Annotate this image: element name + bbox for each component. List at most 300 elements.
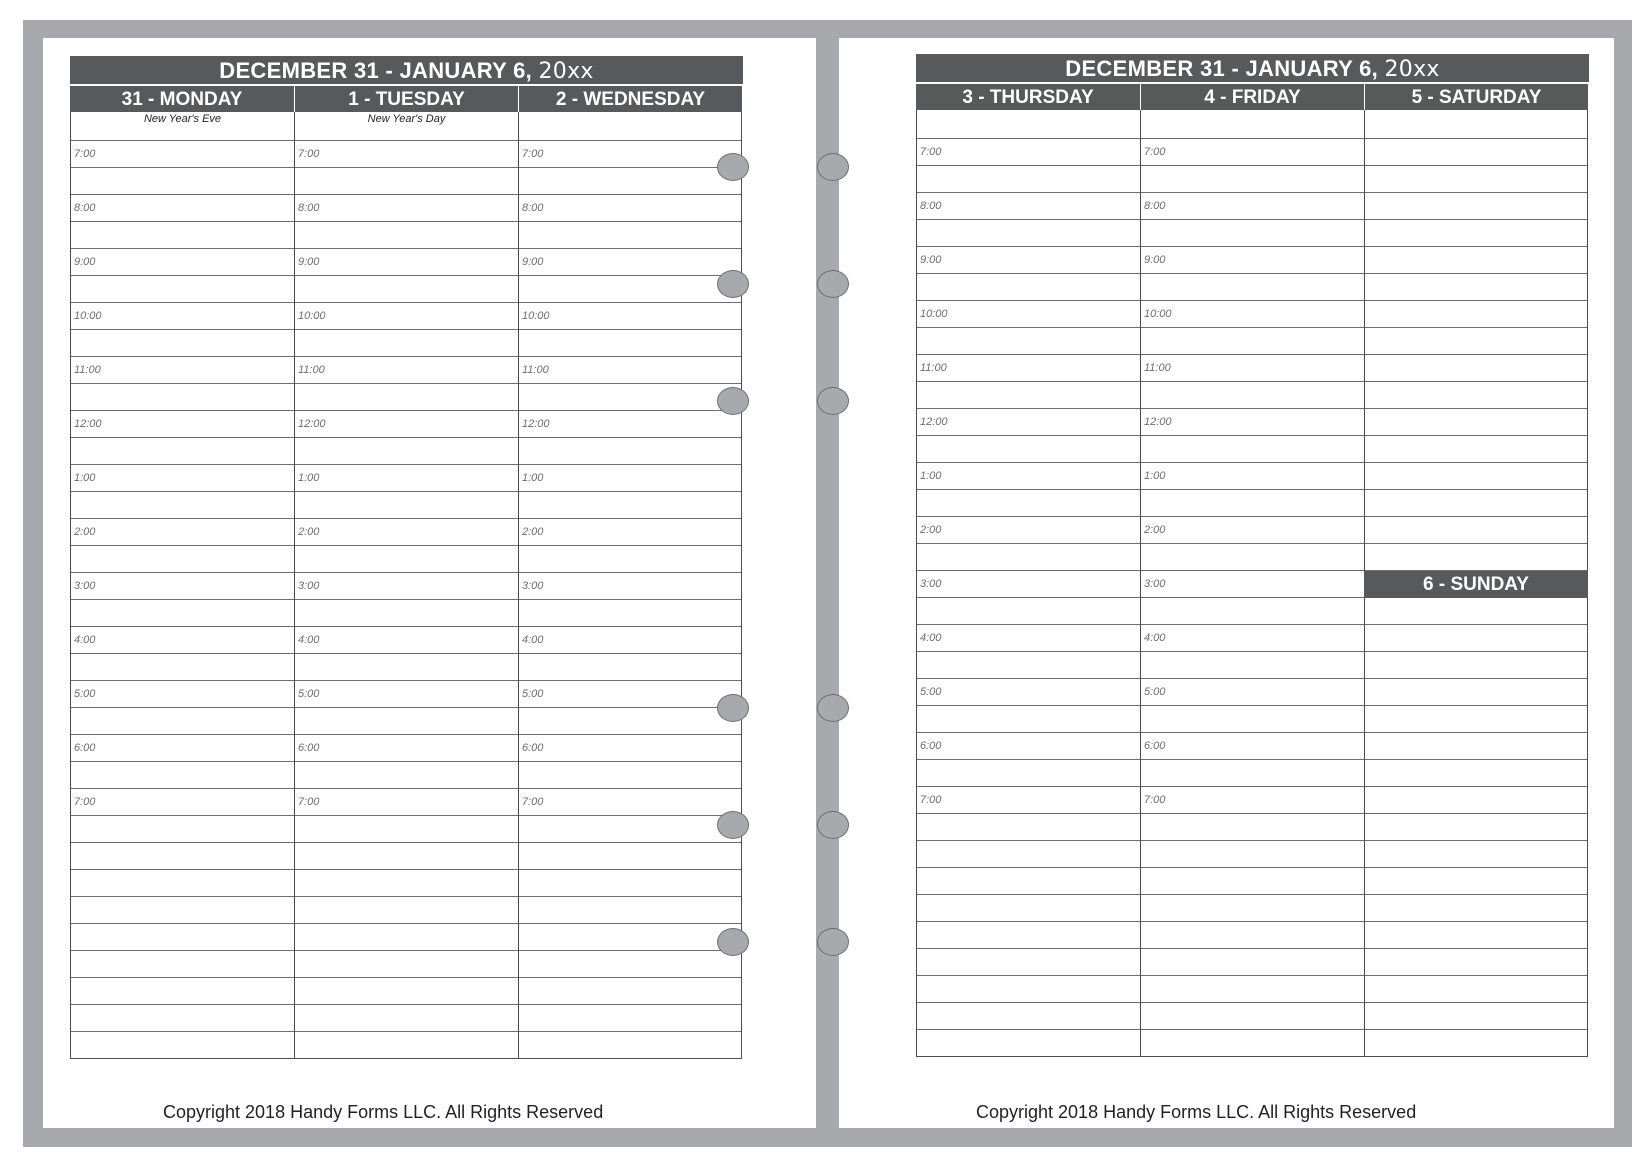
time-slot[interactable] [519, 141, 741, 168]
time-label: 11:00 [298, 364, 325, 376]
time-label: 3:00 [298, 580, 320, 592]
time-slot[interactable] [1141, 598, 1364, 625]
time-label: 3:00 [74, 580, 96, 592]
time-slot[interactable] [1141, 922, 1364, 949]
time-slot[interactable] [519, 411, 741, 438]
time-slot[interactable] [71, 195, 294, 222]
time-slot[interactable] [295, 978, 518, 1005]
time-slot[interactable] [71, 681, 294, 708]
right-title: DECEMBER 31 - JANUARY 6, [1065, 56, 1385, 81]
time-slot[interactable] [1365, 949, 1587, 976]
time-slot[interactable] [295, 411, 518, 438]
time-slot[interactable] [917, 679, 1140, 706]
time-slot[interactable] [1141, 814, 1364, 841]
time-label: 3:00 [1144, 578, 1166, 590]
time-slot[interactable] [71, 411, 294, 438]
time-slot[interactable] [519, 978, 741, 1005]
left-page [43, 38, 816, 1128]
time-label: 7:00 [298, 148, 320, 160]
time-label: 7:00 [74, 796, 96, 808]
time-slot[interactable] [1141, 355, 1364, 382]
time-slot[interactable] [519, 681, 741, 708]
time-label: 10:00 [298, 310, 326, 322]
time-slot[interactable] [1141, 868, 1364, 895]
time-slot[interactable] [1141, 247, 1364, 274]
left-planner [70, 56, 743, 1059]
day-note: New Year's Eve [143, 113, 222, 125]
time-label: 4:00 [1144, 632, 1166, 644]
time-slot[interactable] [519, 357, 741, 384]
time-slot[interactable] [1365, 490, 1587, 517]
time-slot[interactable] [1141, 895, 1364, 922]
day-header: 2 - WEDNESDAY [518, 86, 742, 112]
time-slot[interactable] [519, 627, 741, 654]
time-slot[interactable] [917, 409, 1140, 436]
time-label: 11:00 [74, 364, 101, 376]
time-slot[interactable] [71, 654, 294, 681]
time-slot[interactable] [917, 301, 1140, 328]
time-slot[interactable] [917, 490, 1140, 517]
time-slot[interactable] [1141, 679, 1364, 706]
time-slot[interactable] [295, 951, 518, 978]
time-slot[interactable] [1365, 382, 1587, 409]
time-label: 10:00 [74, 310, 102, 322]
time-slot[interactable] [1365, 814, 1587, 841]
time-label: 2:00 [920, 524, 942, 536]
time-slot[interactable] [71, 978, 294, 1005]
time-slot[interactable] [917, 220, 1140, 247]
time-slot[interactable] [917, 733, 1140, 760]
day-note-row[interactable] [917, 110, 1140, 139]
time-label: 9:00 [920, 254, 942, 266]
time-slot[interactable] [1365, 274, 1587, 301]
time-slot[interactable] [1141, 571, 1364, 598]
time-label: 8:00 [74, 202, 96, 214]
time-slot[interactable] [1365, 652, 1587, 679]
time-label: 4:00 [920, 632, 942, 644]
time-slot[interactable] [519, 816, 741, 843]
time-label: 2:00 [74, 526, 96, 538]
time-slot[interactable] [71, 465, 294, 492]
time-slot[interactable] [917, 841, 1140, 868]
time-slot[interactable] [1141, 193, 1364, 220]
day-column [1140, 84, 1364, 1057]
time-slot[interactable] [71, 303, 294, 330]
time-slot[interactable] [295, 330, 518, 357]
time-slot[interactable] [71, 330, 294, 357]
time-slot[interactable] [71, 249, 294, 276]
time-slot[interactable] [71, 897, 294, 924]
time-label: 9:00 [74, 256, 96, 268]
time-slot[interactable] [917, 571, 1140, 598]
time-slot[interactable] [295, 438, 518, 465]
time-slot[interactable] [519, 1005, 741, 1032]
binder-hole [717, 270, 749, 298]
time-slot[interactable] [1365, 1030, 1587, 1057]
time-label: 7:00 [74, 148, 96, 160]
day-header: 5 - SATURDAY [1364, 84, 1588, 110]
time-slot[interactable] [71, 438, 294, 465]
time-label: 8:00 [298, 202, 320, 214]
day-column [916, 84, 1140, 1057]
time-slot[interactable] [295, 654, 518, 681]
time-slot[interactable] [519, 708, 741, 735]
time-slot[interactable] [71, 951, 294, 978]
time-slot[interactable] [1141, 463, 1364, 490]
time-slot[interactable] [1365, 517, 1587, 544]
time-slot[interactable] [1141, 733, 1364, 760]
time-slot[interactable] [295, 303, 518, 330]
time-label: 1:00 [920, 470, 942, 482]
time-slot[interactable] [519, 789, 741, 816]
day-header: 3 - THURSDAY [916, 84, 1141, 110]
time-label: 2:00 [522, 526, 544, 538]
time-label: 7:00 [522, 796, 544, 808]
binder-hole [817, 270, 849, 298]
time-slot[interactable] [917, 355, 1140, 382]
time-slot[interactable] [917, 193, 1140, 220]
binder-hole [717, 153, 749, 181]
time-label: 4:00 [74, 634, 96, 646]
time-slot[interactable] [1365, 544, 1587, 571]
time-slot[interactable] [1141, 328, 1364, 355]
time-slot[interactable] [71, 276, 294, 303]
time-slot[interactable] [519, 600, 741, 627]
time-label: 11:00 [920, 362, 947, 374]
time-slot[interactable] [1141, 1030, 1364, 1057]
time-slot[interactable] [917, 652, 1140, 679]
time-slot[interactable] [917, 328, 1140, 355]
time-label: 9:00 [1144, 254, 1166, 266]
time-slot[interactable] [71, 735, 294, 762]
time-slot[interactable] [295, 627, 518, 654]
time-slot[interactable] [1141, 436, 1364, 463]
time-slot[interactable] [519, 1032, 741, 1059]
time-slot[interactable] [519, 573, 741, 600]
time-slot[interactable] [295, 816, 518, 843]
day-note-row[interactable] [71, 112, 294, 141]
time-slot[interactable] [295, 1032, 518, 1059]
time-slot[interactable] [295, 789, 518, 816]
time-slot[interactable] [519, 897, 741, 924]
time-slot[interactable] [295, 600, 518, 627]
time-slot[interactable] [917, 463, 1140, 490]
binder-hole [717, 928, 749, 956]
time-slot[interactable] [1365, 679, 1587, 706]
left-day-columns [70, 86, 743, 1059]
time-slot[interactable] [519, 249, 741, 276]
time-slot[interactable] [917, 787, 1140, 814]
left-copyright: Copyright 2018 Handy Forms LLC. All Rights Reserved [163, 1102, 604, 1122]
time-slot[interactable] [1141, 760, 1364, 787]
time-label: 6:00 [298, 742, 320, 754]
time-slot[interactable] [1141, 301, 1364, 328]
time-label: 6:00 [74, 742, 96, 754]
time-slot[interactable] [917, 1003, 1140, 1030]
time-slot[interactable] [71, 789, 294, 816]
time-slot[interactable] [71, 573, 294, 600]
time-label: 5:00 [298, 688, 320, 700]
time-slot[interactable] [71, 384, 294, 411]
time-slot[interactable] [71, 546, 294, 573]
time-slot[interactable] [71, 762, 294, 789]
time-label: 7:00 [920, 146, 942, 158]
time-slot[interactable] [519, 735, 741, 762]
day-column [294, 86, 518, 1059]
time-slot[interactable] [295, 141, 518, 168]
time-slot[interactable] [917, 895, 1140, 922]
time-slot[interactable] [519, 168, 741, 195]
time-slot[interactable] [1141, 976, 1364, 1003]
time-slot[interactable] [519, 222, 741, 249]
time-slot[interactable] [1365, 787, 1587, 814]
time-slot[interactable] [519, 546, 741, 573]
time-slot[interactable] [917, 814, 1140, 841]
time-slot[interactable] [1365, 841, 1587, 868]
time-label: 5:00 [920, 686, 942, 698]
time-slot[interactable] [1365, 355, 1587, 382]
sunday-header: 6 - SUNDAY [1364, 571, 1588, 598]
time-slot[interactable] [1365, 976, 1587, 1003]
left-title: DECEMBER 31 - JANUARY 6, [219, 58, 539, 83]
time-label: 10:00 [522, 310, 550, 322]
time-slot[interactable] [1365, 409, 1587, 436]
binder-hole [817, 694, 849, 722]
time-slot[interactable] [917, 544, 1140, 571]
time-label: 12:00 [920, 416, 948, 428]
time-slot[interactable] [295, 573, 518, 600]
time-slot[interactable] [917, 517, 1140, 544]
time-slot[interactable] [1365, 733, 1587, 760]
time-slot[interactable] [295, 465, 518, 492]
time-label: 6:00 [1144, 740, 1166, 752]
time-label: 12:00 [1144, 416, 1172, 428]
time-slot[interactable] [1141, 841, 1364, 868]
time-slot[interactable] [1365, 166, 1587, 193]
time-label: 9:00 [522, 256, 544, 268]
time-slot[interactable] [917, 868, 1140, 895]
time-slot[interactable] [295, 357, 518, 384]
time-slot[interactable] [1365, 436, 1587, 463]
time-slot[interactable] [519, 654, 741, 681]
day-column [70, 86, 294, 1059]
day-header: 4 - FRIDAY [1140, 84, 1365, 110]
time-slot[interactable] [519, 519, 741, 546]
time-slot[interactable] [1141, 220, 1364, 247]
time-slot[interactable] [1141, 382, 1364, 409]
time-slot[interactable] [519, 762, 741, 789]
binder-hole [817, 811, 849, 839]
time-slot[interactable] [71, 816, 294, 843]
time-slot[interactable] [519, 276, 741, 303]
time-slot[interactable] [1141, 706, 1364, 733]
time-slot[interactable] [1365, 868, 1587, 895]
time-label: 2:00 [298, 526, 320, 538]
time-slot[interactable] [917, 949, 1140, 976]
time-label: 1:00 [522, 472, 544, 484]
day-note-row[interactable] [1141, 110, 1364, 139]
time-slot[interactable] [917, 706, 1140, 733]
time-slot[interactable] [295, 384, 518, 411]
time-slot[interactable] [917, 598, 1140, 625]
time-label: 7:00 [298, 796, 320, 808]
time-label: 1:00 [74, 472, 96, 484]
time-slot[interactable] [1365, 328, 1587, 355]
time-slot[interactable] [1365, 463, 1587, 490]
time-slot[interactable] [519, 843, 741, 870]
time-label: 11:00 [1144, 362, 1171, 374]
time-slot[interactable] [519, 438, 741, 465]
day-column [518, 86, 742, 1059]
time-slot[interactable] [295, 276, 518, 303]
time-slot[interactable] [71, 843, 294, 870]
time-slot[interactable] [295, 546, 518, 573]
time-slot[interactable] [295, 762, 518, 789]
time-slot[interactable] [1365, 247, 1587, 274]
time-label: 5:00 [74, 688, 96, 700]
day-column [1364, 84, 1588, 1057]
time-slot[interactable] [1141, 139, 1364, 166]
time-slot[interactable] [295, 168, 518, 195]
time-label: 8:00 [1144, 200, 1166, 212]
time-slot[interactable] [71, 924, 294, 951]
time-slot[interactable] [71, 492, 294, 519]
time-slot[interactable] [295, 249, 518, 276]
time-label: 10:00 [920, 308, 948, 320]
binder-hole [817, 928, 849, 956]
day-note-row[interactable] [519, 112, 741, 141]
time-slot[interactable] [1141, 274, 1364, 301]
time-slot[interactable] [295, 1005, 518, 1032]
time-slot[interactable] [519, 492, 741, 519]
time-slot[interactable] [71, 708, 294, 735]
time-slot[interactable] [917, 274, 1140, 301]
time-slot[interactable] [295, 708, 518, 735]
time-slot[interactable] [519, 465, 741, 492]
time-slot[interactable] [71, 168, 294, 195]
time-slot[interactable] [917, 166, 1140, 193]
time-slot[interactable] [917, 922, 1140, 949]
time-slot[interactable] [295, 222, 518, 249]
time-slot[interactable] [1141, 1003, 1364, 1030]
binder-hole [817, 387, 849, 415]
time-slot[interactable] [519, 195, 741, 222]
time-slot[interactable] [917, 760, 1140, 787]
time-slot[interactable] [917, 1030, 1140, 1057]
time-slot[interactable] [519, 330, 741, 357]
time-label: 7:00 [1144, 146, 1166, 158]
time-slot[interactable] [1141, 787, 1364, 814]
time-slot[interactable] [917, 976, 1140, 1003]
time-slot[interactable] [71, 519, 294, 546]
time-slot[interactable] [71, 141, 294, 168]
time-slot[interactable] [71, 1005, 294, 1032]
time-label: 3:00 [522, 580, 544, 592]
time-slot[interactable] [1141, 544, 1364, 571]
day-note-row[interactable] [295, 112, 518, 141]
day-header: 1 - TUESDAY [294, 86, 519, 112]
time-slot[interactable] [519, 384, 741, 411]
left-title-year: 20xx [538, 59, 594, 84]
time-slot[interactable] [1141, 490, 1364, 517]
left-title-bar [70, 56, 743, 84]
time-label: 2:00 [1144, 524, 1166, 536]
time-slot[interactable] [1365, 193, 1587, 220]
time-label: 8:00 [522, 202, 544, 214]
time-label: 8:00 [920, 200, 942, 212]
time-label: 6:00 [522, 742, 544, 754]
time-slot[interactable] [519, 303, 741, 330]
time-slot[interactable] [1141, 949, 1364, 976]
time-slot[interactable] [71, 222, 294, 249]
time-slot[interactable] [917, 139, 1140, 166]
time-label: 11:00 [522, 364, 549, 376]
time-label: 12:00 [298, 418, 326, 430]
time-label: 1:00 [1144, 470, 1166, 482]
time-slot[interactable] [295, 681, 518, 708]
time-slot[interactable] [295, 195, 518, 222]
right-page [839, 38, 1614, 1128]
time-slot[interactable] [917, 247, 1140, 274]
time-slot[interactable] [1141, 652, 1364, 679]
time-label: 5:00 [1144, 686, 1166, 698]
time-slot[interactable] [71, 600, 294, 627]
time-slot[interactable] [519, 924, 741, 951]
time-slot[interactable] [295, 735, 518, 762]
time-slot[interactable] [1365, 625, 1587, 652]
time-slot[interactable] [295, 924, 518, 951]
time-slot[interactable] [1365, 220, 1587, 247]
time-slot[interactable] [71, 1032, 294, 1059]
day-note-row[interactable] [1365, 110, 1587, 139]
time-slot[interactable] [1365, 301, 1587, 328]
right-day-columns [916, 84, 1589, 1057]
time-slot[interactable] [295, 843, 518, 870]
time-slot[interactable] [71, 870, 294, 897]
time-slot[interactable] [519, 951, 741, 978]
time-label: 6:00 [920, 740, 942, 752]
time-slot[interactable] [519, 870, 741, 897]
time-label: 10:00 [1144, 308, 1172, 320]
time-slot[interactable] [1365, 139, 1587, 166]
day-note: New Year's Day [367, 113, 446, 125]
time-slot[interactable] [1141, 409, 1364, 436]
time-slot[interactable] [1141, 517, 1364, 544]
time-slot[interactable] [1365, 598, 1587, 625]
time-slot[interactable] [1365, 895, 1587, 922]
time-label: 12:00 [74, 418, 102, 430]
time-slot[interactable] [1365, 1003, 1587, 1030]
time-slot[interactable] [71, 627, 294, 654]
time-label: 12:00 [522, 418, 550, 430]
time-slot[interactable] [1141, 625, 1364, 652]
time-label: 4:00 [298, 634, 320, 646]
time-slot[interactable] [295, 897, 518, 924]
time-slot[interactable] [71, 357, 294, 384]
time-slot[interactable] [917, 625, 1140, 652]
time-slot[interactable] [1365, 922, 1587, 949]
time-slot[interactable] [1141, 166, 1364, 193]
time-slot[interactable] [1365, 760, 1587, 787]
time-slot[interactable] [1365, 706, 1587, 733]
time-slot[interactable] [917, 382, 1140, 409]
time-slot[interactable] [295, 519, 518, 546]
time-slot[interactable] [917, 436, 1140, 463]
right-title-bar [916, 54, 1589, 82]
time-label: 4:00 [522, 634, 544, 646]
time-slot[interactable] [295, 870, 518, 897]
time-slot[interactable] [295, 492, 518, 519]
